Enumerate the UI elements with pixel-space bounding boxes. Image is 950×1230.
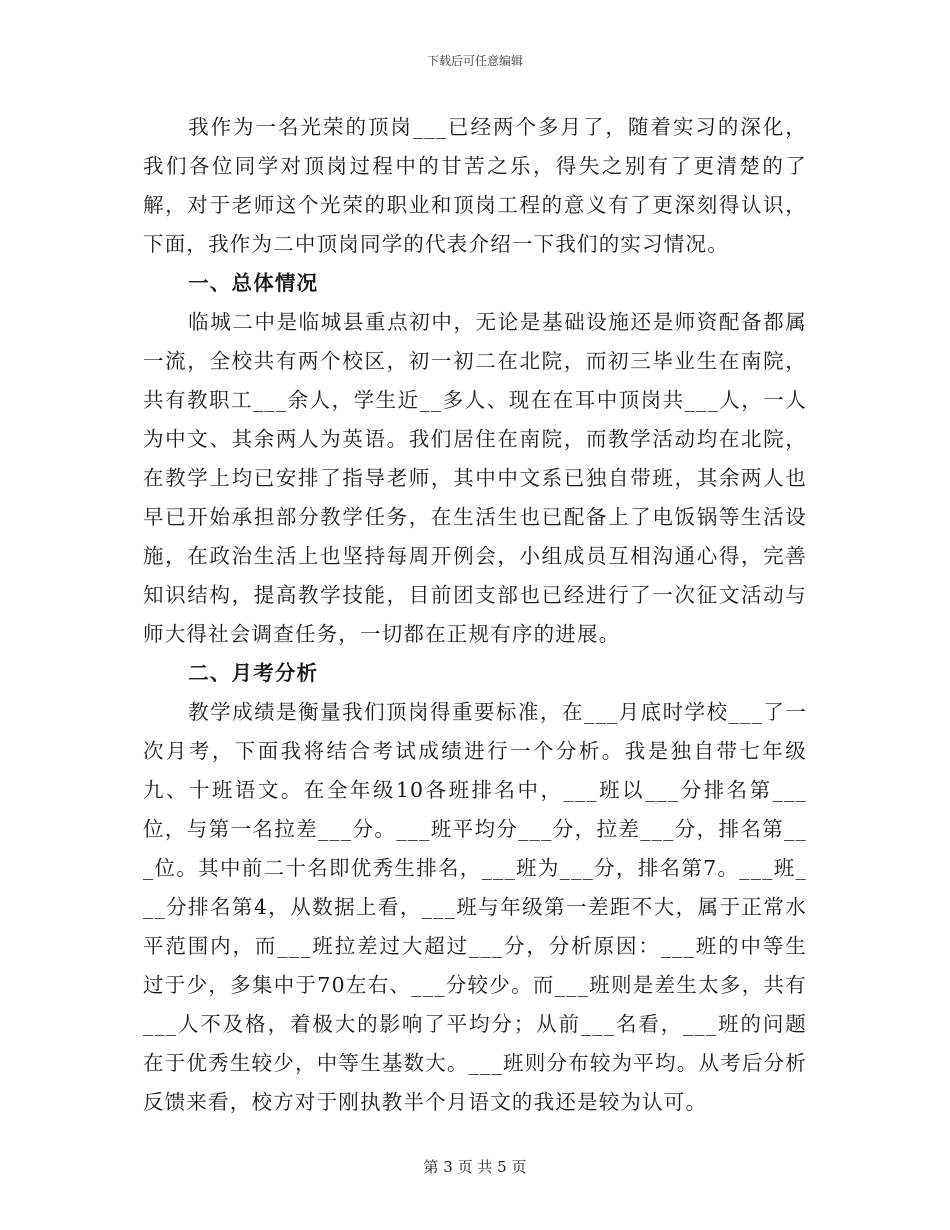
page-number: 第 3 页 共 5 页 xyxy=(423,1158,527,1176)
section-heading-exam-analysis: 二、月考分析 xyxy=(188,661,319,685)
section-heading-overview: 一、总体情况 xyxy=(188,271,319,295)
document-body xyxy=(143,108,807,1122)
overview-paragraph: 临城二中是临城县重点初中，无论是基础设施还是师资配备都属一流，全校共有两个校区，初一初二在北院，而初三毕业生在南院，共有教职工___余人，学生近__多人、现在在耳中顶岗共___人，一人为中文、其余两人为英语。我们居住在南院，而教学活动均在北院，在教学上均已安排了指导老师，其中中文系已独自带班，其余两人也早已开始承担部分教学任务，在生活生也已配备上了电饭锅等生活设施，在政治生活上也坚持每周开例会，小组成员互相沟通心得，完善知识结构，提高教学技能，目前团支部也已经进行了一次征文活动与师大得社会调查任务，一切都在正规有序的进展。 xyxy=(143,310,807,646)
page-header: 下载后可任意编辑 xyxy=(426,54,523,68)
intro-paragraph: 我作为一名光荣的顶岗___已经两个多月了，随着实习的深化，我们各位同学对顶岗过程中的甘苦之乐，得失之别有了更清楚的了解，对于老师这个光荣的职业和顶岗工程的意义有了更深刻得认识，下面，我作为二中顶岗同学的代表介绍一下我们的实习情况。 xyxy=(143,115,807,256)
exam-analysis-paragraph: 教学成绩是衡量我们顶岗得重要标准，在___月底时学校___了一次月考，下面我将结合考试成绩进行一个分析。我是独自带七年级九、十班语文。在全年级10各班排名中，___班以___分排名第___位，与第一名拉差___分。___班平均分___分，拉差___分，排名第___位。其中前二十名即优秀生排名，___班为___分，排名第7。___班___分排名第4，从数据上看，___班与年级第一差距不大，属于正常水平范围内，而___班拉差过大超过___分，分析原因：___班的中等生过于少，多集中于70左右、___分较少。而___班则是差生太多，共有___人不及格，着极大的影响了平均分；从前___名看，___班的问题在于优秀生较少，中等生基数大。___班则分布较为平均。从考后分析反馈来看，校方对于刚执教半个月语文的我还是较为认可。 xyxy=(143,700,807,1114)
